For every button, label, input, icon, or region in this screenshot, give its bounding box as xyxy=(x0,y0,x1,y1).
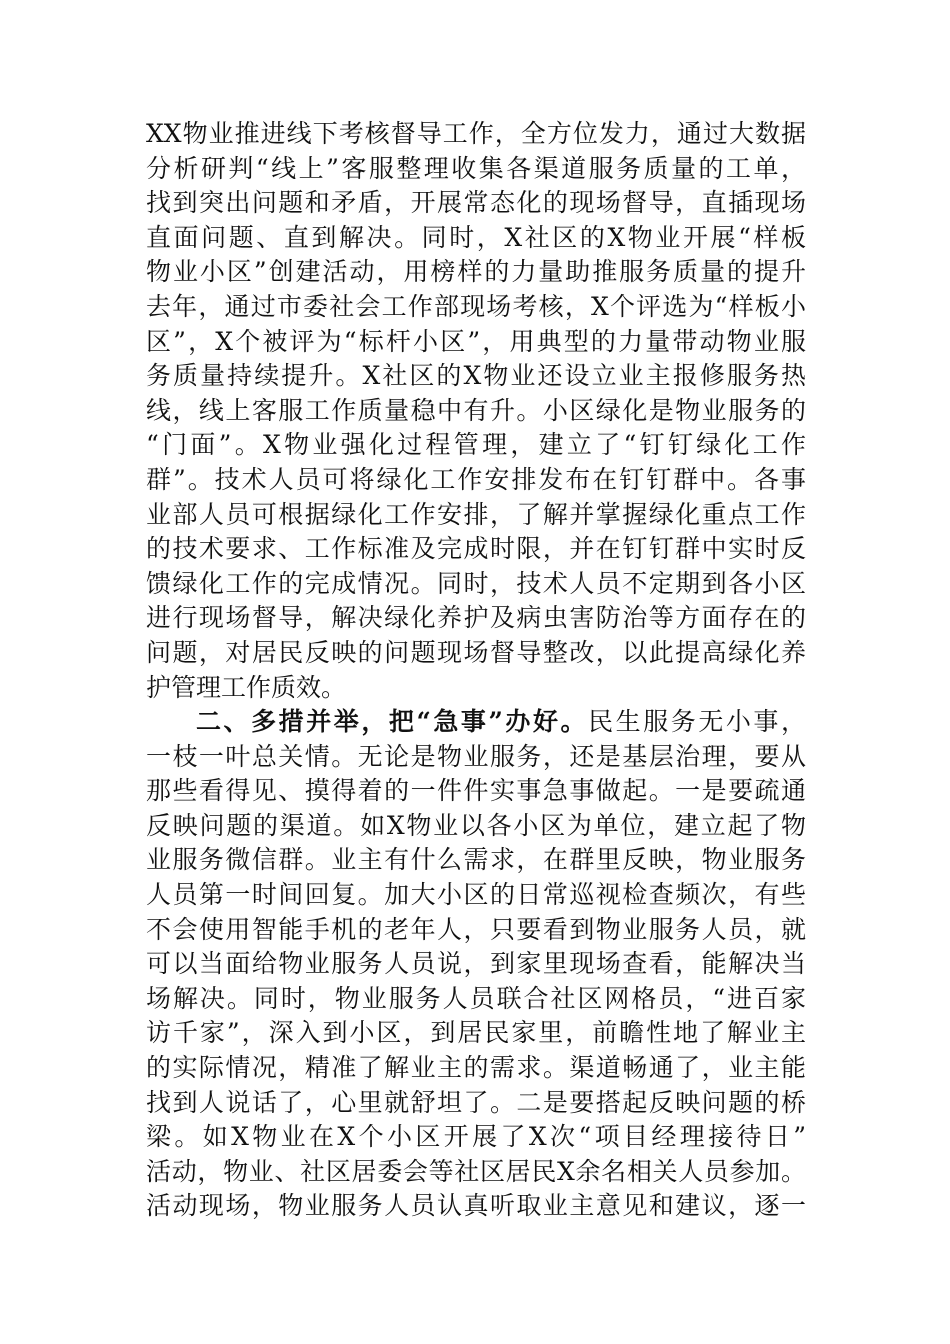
section-heading: 二、多措并举，把“急事”办好。 xyxy=(196,707,589,737)
paragraph-line: 护管理工作质效。 xyxy=(146,672,347,702)
paragraph-line: 活动现场，物业服务人员认真听取业主意见和建议，逐一 xyxy=(146,1191,806,1221)
paragraph-line: 反映问题的渠道。如X物业以各小区为单位，建立起了物 xyxy=(146,810,806,840)
paragraph-line: 业部人员可根据绿化工作安排，了解并掌握绿化重点工作 xyxy=(146,499,806,529)
paragraph-line: 不会使用智能手机的老年人，只要看到物业服务人员，就 xyxy=(146,914,806,944)
paragraph-line: 一枝一叶总关情。无论是物业服务，还是基层治理，要从 xyxy=(146,741,806,771)
paragraph-line: 活动，物业、社区居委会等社区居民X余名相关人员参加。 xyxy=(146,1156,806,1186)
paragraph-line: 的实际情况，精准了解业主的需求。渠道畅通了，业主能 xyxy=(146,1053,806,1083)
paragraph-line: 那些看得见、摸得着的一件件实事急事做起。一是要疏通 xyxy=(146,776,806,806)
paragraph-line: 线，线上客服工作质量稳中有升。小区绿化是物业服务的 xyxy=(146,395,806,425)
paragraph-line: 直面问题、直到解决。同时，X社区的X物业开展“样板 xyxy=(146,222,806,252)
paragraph-line: “门面”。X物业强化过程管理，建立了“钉钉绿化工作 xyxy=(146,430,806,460)
paragraph-line: 去年，通过市委社会工作部现场考核，X个评选为“样板小 xyxy=(146,291,806,321)
paragraph-line: 物业小区”创建活动，用榜样的力量助推服务质量的提升 xyxy=(146,257,806,287)
paragraph-line xyxy=(146,705,806,740)
paragraph-line: 人员第一时间回复。加大小区的日常巡视检查频次，有些 xyxy=(146,880,806,910)
paragraph-line: 务质量持续提升。X社区的X物业还设立业主报修服务热 xyxy=(146,361,806,391)
paragraph-2 xyxy=(146,705,806,1224)
paragraph-line: XX物业推进线下考核督导工作，全方位发力，通过大数据 xyxy=(146,119,806,148)
paragraph-line: 问题，对居民反映的问题现场督导整改，以此提高绿化养 xyxy=(146,637,806,667)
paragraph-line: 进行现场督导，解决绿化养护及病虫害防治等方面存在的 xyxy=(146,603,806,633)
paragraph-line: 群”。技术人员可将绿化工作安排发布在钉钉群中。各事 xyxy=(146,464,806,494)
paragraph-line: 业服务微信群。业主有什么需求，在群里反映，物业服务 xyxy=(146,845,806,875)
document-body xyxy=(146,117,806,1224)
paragraph-line: 找到人说话了，心里就舒坦了。二是要搭起反映问题的桥 xyxy=(146,1087,806,1117)
paragraph-line: 的技术要求、工作标准及完成时限，并在钉钉群中实时反 xyxy=(146,534,806,564)
paragraph-line: 馈绿化工作的完成情况。同时，技术人员不定期到各小区 xyxy=(146,568,806,598)
paragraph-line: 分析研判“线上”客服整理收集各渠道服务质量的工单， xyxy=(146,153,806,183)
paragraph-line: 访千家”，深入到小区，到居民家里，前瞻性地了解业主 xyxy=(146,1018,806,1048)
heading-line-text: 民生服务无小事， xyxy=(588,707,806,737)
paragraph-line: 区”，X个被评为“标杆小区”，用典型的力量带动物业服 xyxy=(146,326,806,356)
paragraph-line: 梁。如X物业在X个小区开展了X次“项目经理接待日” xyxy=(146,1122,806,1152)
paragraph-1 xyxy=(146,117,806,705)
paragraph-line: 可以当面给物业服务人员说，到家里现场查看，能解决当 xyxy=(146,949,806,979)
paragraph-line: 场解决。同时，物业服务人员联合社区网格员，“进百家 xyxy=(146,983,806,1013)
paragraph-line: 找到突出问题和矛盾，开展常态化的现场督导，直插现场 xyxy=(146,188,806,218)
